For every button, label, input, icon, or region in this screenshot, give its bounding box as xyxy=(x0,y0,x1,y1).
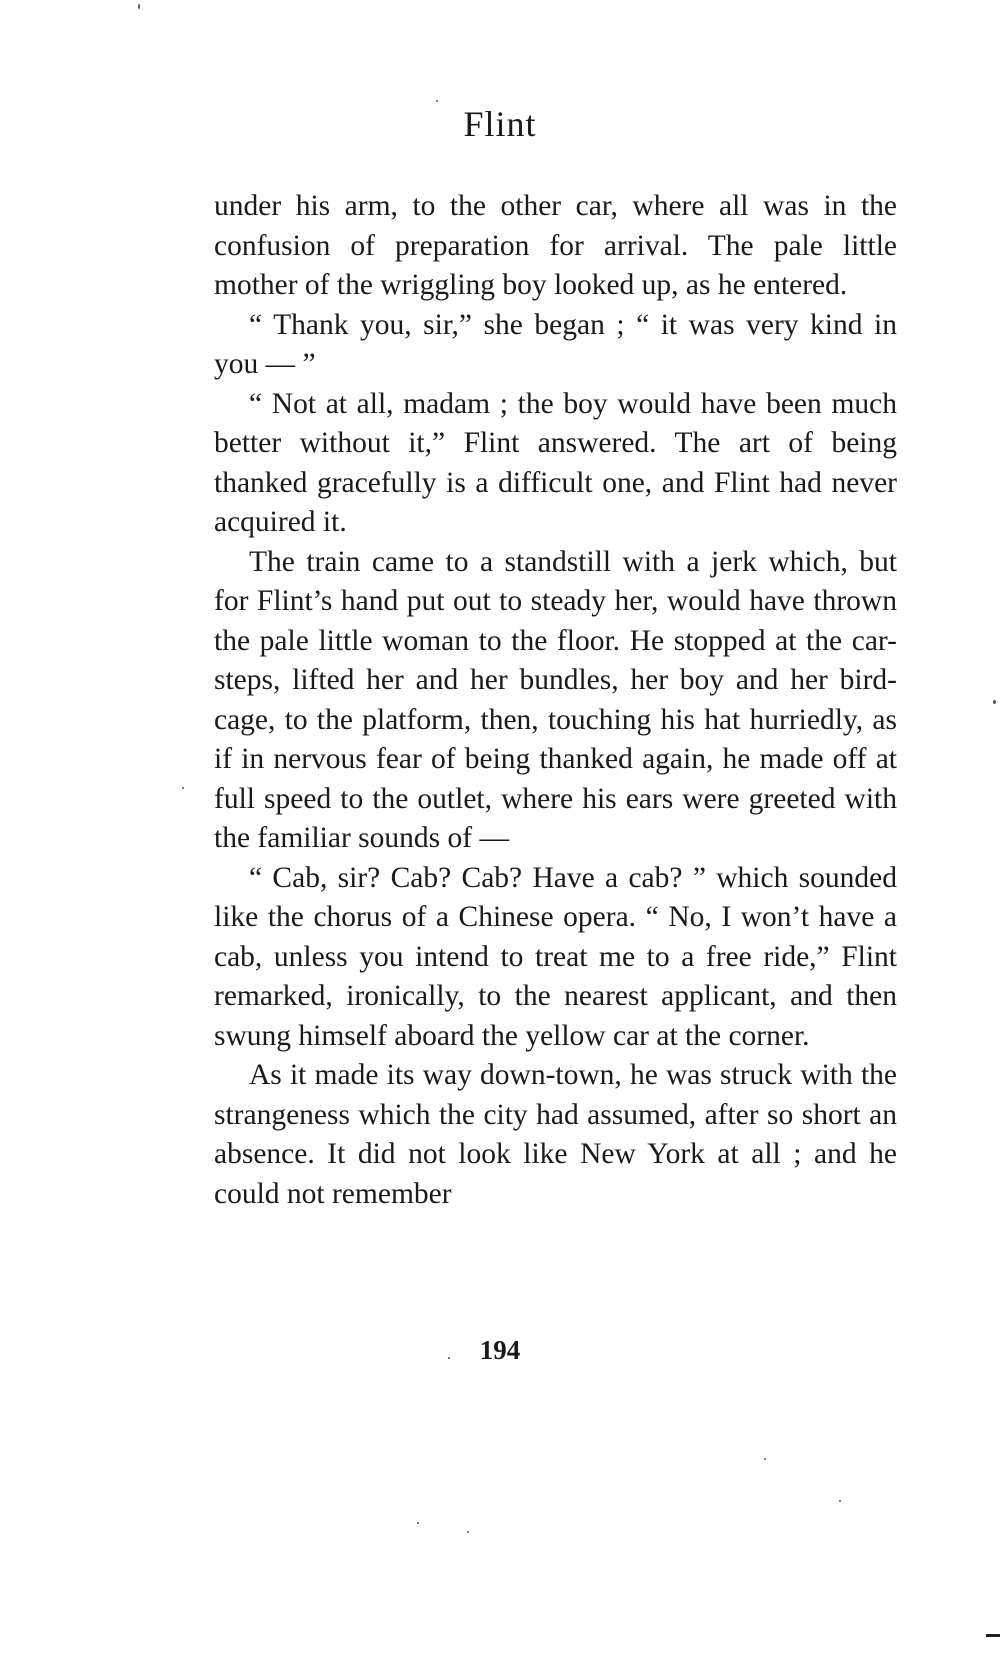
scan-speck xyxy=(182,787,184,789)
scan-speck xyxy=(764,1458,766,1460)
paragraph: “ Not at all, madam ; the boy would have been much better without it,” Flint answered. The art of being thanked gracefully is a difficult one, and Flint had never acquired it. xyxy=(214,387,897,538)
paragraph: The train came to a standstill with a jerk which, but for Flint’s hand put out to steady her, would have thrown the pale little woman to the floor. He stopped at the car-steps, lifted her and her bundles, her boy and her bird-cage, to the platform, then, touching his hat hurriedly, as if in nervous fear of being thanked again, he made off at full speed to the outlet, where his ears were greeted with the familiar sounds of — xyxy=(214,545,897,854)
scan-speck xyxy=(436,100,438,102)
body-text xyxy=(214,187,897,1214)
scan-edge-mark xyxy=(986,1634,1000,1637)
scan-speck xyxy=(839,1500,841,1502)
scan-speck xyxy=(417,1522,419,1524)
running-head: Flint xyxy=(463,104,537,144)
page-number: 194 xyxy=(479,1335,521,1365)
paragraph: As it made its way down-town, he was struck with the strangeness which the city had assumed, after so short an absence. It did not look like New York at all ; and he could not remember xyxy=(214,1059,897,1210)
paragraph: “ Cab, sir? Cab? Cab? Have a cab? ” which sounded like the chorus of a Chinese opera. “ No, I won’t have a cab, unless you intend to treat me to a free ride,” Flint remarked, ironically, to the nearest applicant, and then swung himself aboard the yellow car at the corner. xyxy=(214,861,897,1052)
scan-speck xyxy=(138,4,140,9)
scan-speck xyxy=(467,1531,469,1533)
paragraph: under his arm, to the other car, where all was in the confusion of preparation for arrival. The pale little mother of the wriggling boy looked up, as he entered. xyxy=(214,190,897,301)
scan-speck xyxy=(448,1357,450,1359)
paragraph: “ Thank you, sir,” she began ; “ it was very kind in you — ” xyxy=(214,308,897,380)
scan-speck xyxy=(993,700,996,704)
